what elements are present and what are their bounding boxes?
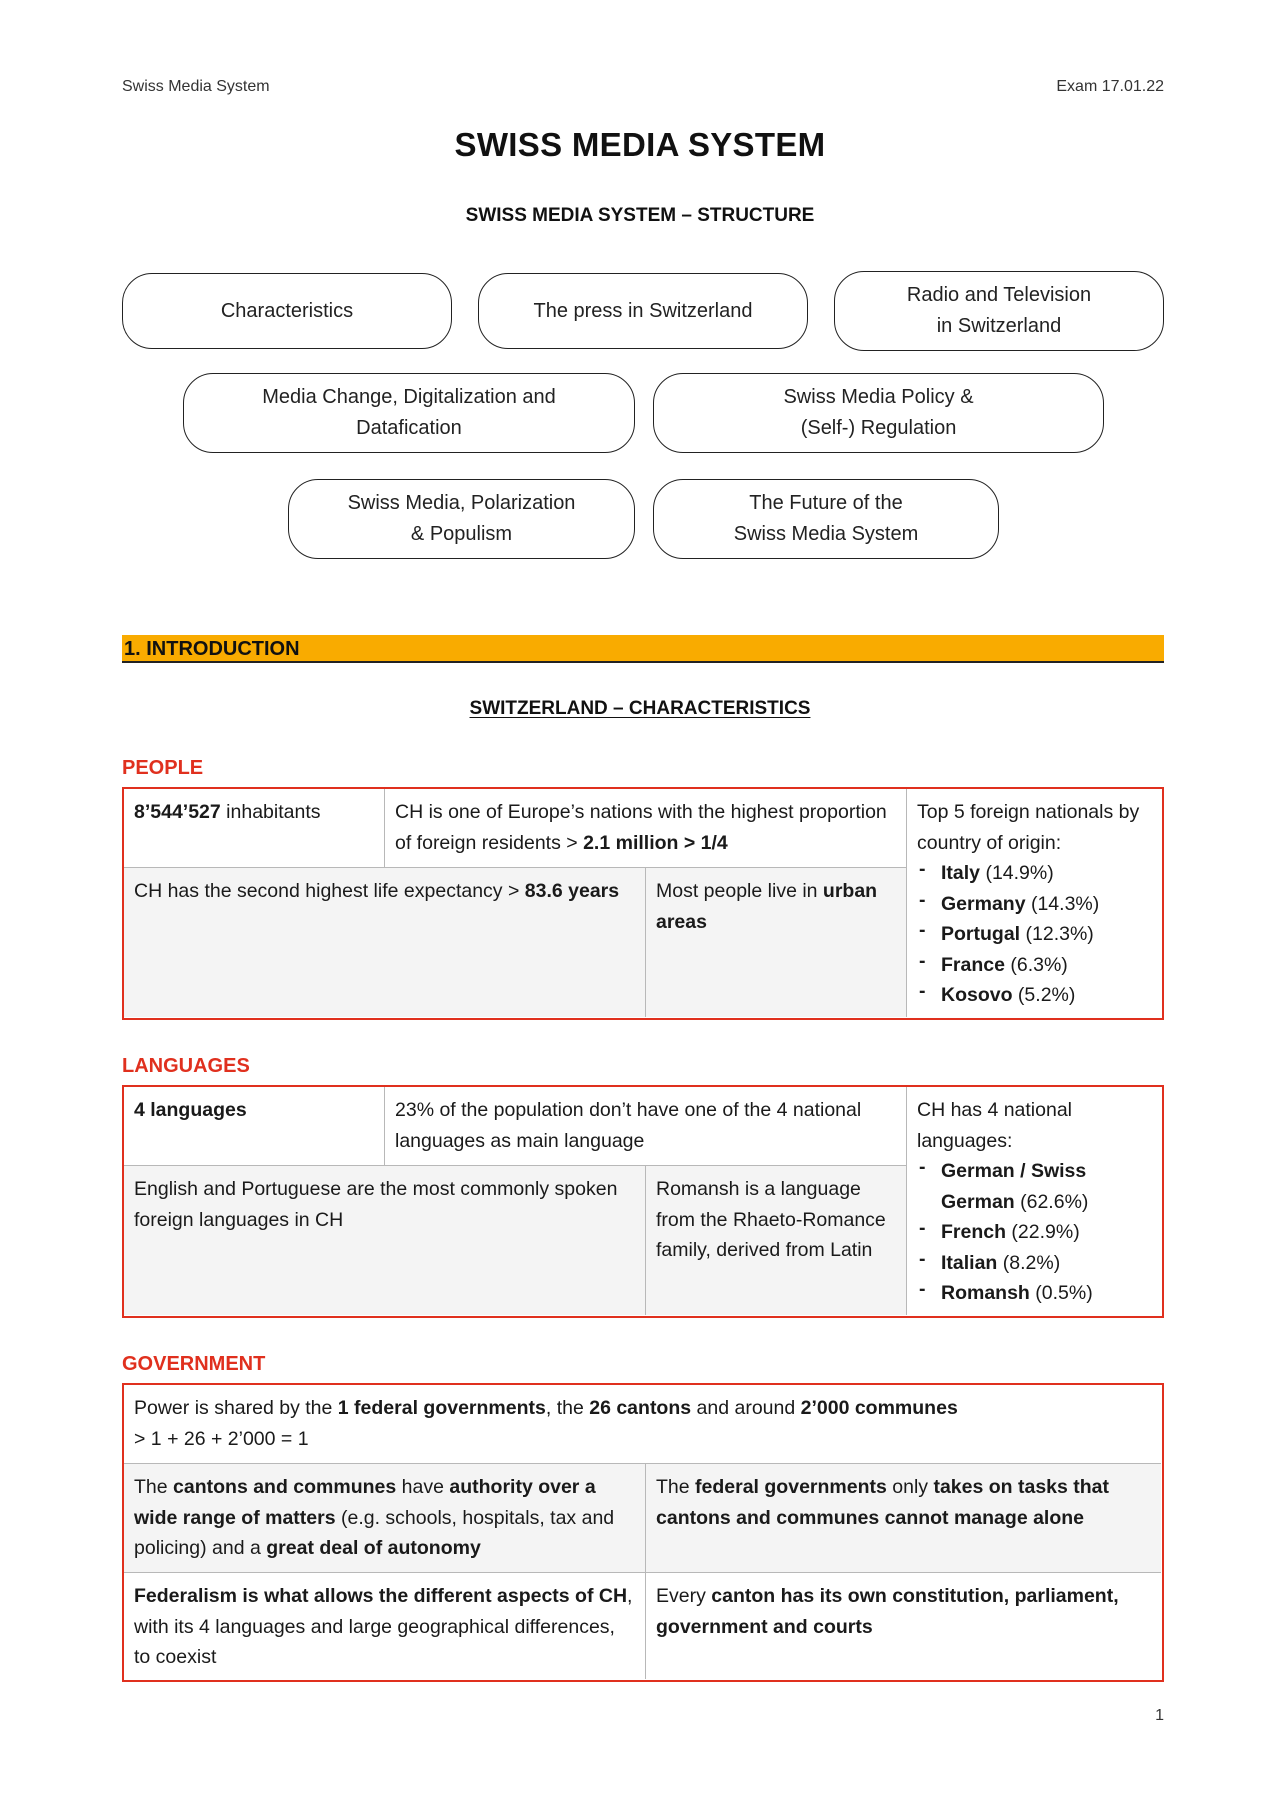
- languages-foreign: English and Portuguese are the most commonly spoken foreign languages in CH: [124, 1166, 646, 1315]
- languages-main-language: 23% of the population don’t have one of the 4 national languages as main language: [385, 1087, 907, 1166]
- people-life-expectancy: CH has the second highest life expectancy > 83.6 years: [124, 868, 646, 1017]
- people-urban-areas: Most people live in urban areas: [646, 868, 907, 1017]
- nationals-list: [917, 858, 1151, 1011]
- people-inhabitants: 8’544’527 inhabitants: [124, 789, 385, 868]
- list-item: - French (22.9%): [917, 1217, 1151, 1248]
- government-federal-tasks: The federal governments only takes on tasks that cantons and communes cannot manage alone: [646, 1464, 1161, 1573]
- list-item: - Germany (14.3%): [917, 889, 1151, 920]
- section-introduction: 1. INTRODUCTION: [122, 635, 1164, 663]
- government-power-shared: Power is shared by the 1 federal governments, the 26 cantons and around 2’000 communes > 1 + 26 + 2’000 = 1: [124, 1385, 1161, 1464]
- list-item: - Kosovo (5.2%): [917, 980, 1151, 1011]
- list-item: - German / Swiss German (62.6%): [917, 1156, 1151, 1217]
- header-left: Swiss Media System: [122, 78, 270, 95]
- header-right: Exam 17.01.22: [1056, 78, 1164, 95]
- languages-label: LANGUAGES: [122, 1055, 250, 1077]
- pill-press: The press in Switzerland: [478, 273, 808, 349]
- national-languages-intro: CH has 4 national languages:: [917, 1099, 1073, 1152]
- power-formula: > 1 + 26 + 2’000 = 1: [134, 1427, 309, 1450]
- government-table: [122, 1383, 1164, 1682]
- list-item: - France (6.3%): [917, 950, 1151, 981]
- list-item: - Italy (14.9%): [917, 858, 1151, 889]
- national-languages-list: [917, 1156, 1151, 1309]
- pill-characteristics: Characteristics: [122, 273, 452, 349]
- structure-title: SWISS MEDIA SYSTEM – STRUCTURE: [465, 205, 815, 226]
- list-item: - Italian (8.2%): [917, 1248, 1151, 1279]
- pill-future: The Future of the Swiss Media System: [653, 479, 999, 559]
- pill-media-change: Media Change, Digitalization and Datafication: [183, 373, 635, 453]
- pill-media-policy: Swiss Media Policy & (Self-) Regulation: [653, 373, 1104, 453]
- pill-radio-television: Radio and Television in Switzerland: [834, 271, 1164, 351]
- government-constitution: Every canton has its own constitution, parliament, government and courts: [656, 1585, 1119, 1638]
- nationals-intro: Top 5 foreign nationals by country of origin:: [917, 801, 1140, 854]
- languages-table: [122, 1085, 1164, 1318]
- people-foreign-nationals: [907, 789, 1161, 1017]
- people-label: PEOPLE: [122, 757, 204, 779]
- list-item: - Romansh (0.5%): [917, 1278, 1151, 1309]
- government-federalism: Federalism is what allows the different aspects of CH, with its 4 languages and large geographical differences, to coexist: [124, 1573, 646, 1679]
- languages-national: [907, 1087, 1161, 1315]
- people-table: [122, 787, 1164, 1020]
- languages-count: 4 languages: [124, 1087, 385, 1166]
- languages-romansh: Romansh is a language from the Rhaeto-Romance family, derived from Latin: [646, 1166, 907, 1315]
- section-subtitle: SWITZERLAND – CHARACTERISTICS: [469, 698, 811, 719]
- government-label: GOVERNMENT: [122, 1353, 266, 1375]
- people-foreign-residents: CH is one of Europe’s nations with the highest proportion of foreign residents > 2.1 million > 1/4: [385, 789, 907, 868]
- page-header: [122, 78, 1164, 96]
- government-cantons-authority: The cantons and communes have authority over a wide range of matters (e.g. schools, hospitals, tax and policing) and a great deal of autonomy: [124, 1464, 646, 1573]
- pill-polarization: Swiss Media, Polarization & Populism: [288, 479, 635, 559]
- page-number: 1: [1155, 1707, 1164, 1724]
- document-title: SWISS MEDIA SYSTEM: [454, 126, 826, 163]
- list-item: - Portugal (12.3%): [917, 919, 1151, 950]
